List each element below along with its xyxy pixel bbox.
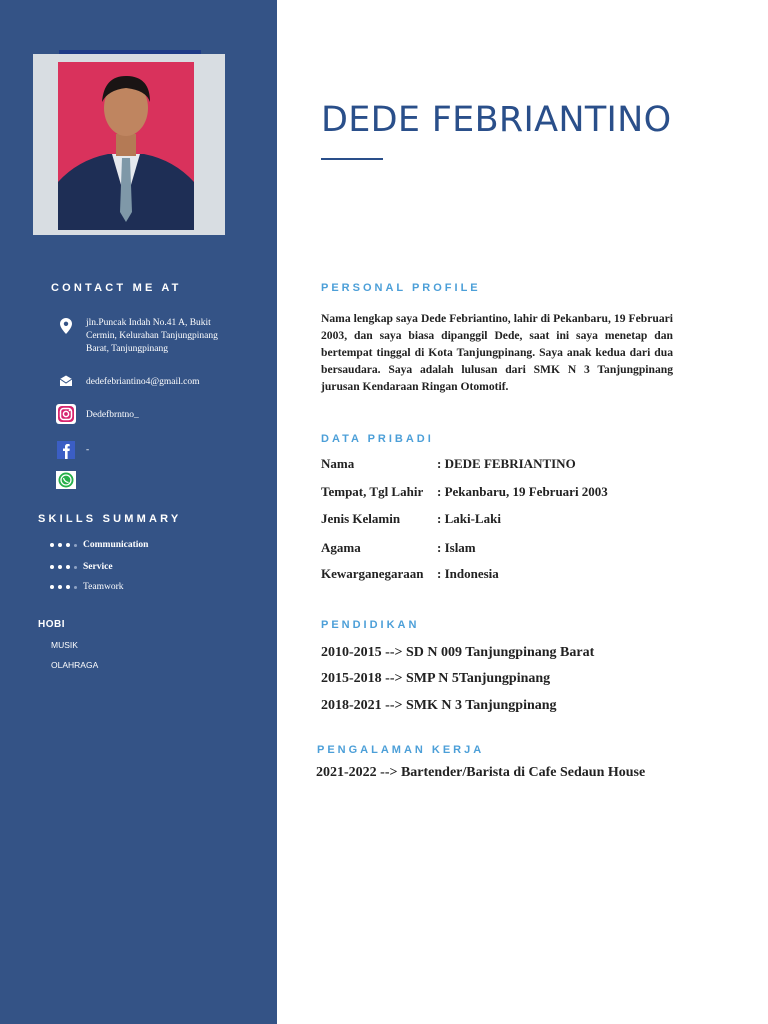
data-label: Jenis Kelamin <box>321 511 401 526</box>
location-pin-icon <box>56 316 76 336</box>
email-icon <box>56 371 76 391</box>
work-item: 2021-2022 --> Bartender/Barista di Cafe Sedaun House <box>316 765 646 780</box>
data-value: : Laki-Laki <box>437 511 501 526</box>
profile-photo <box>58 62 194 230</box>
skill-item <box>50 562 113 572</box>
sidebar <box>0 0 277 1024</box>
data-label: Tempat, Tgl Lahir <box>321 484 424 499</box>
education-item: 2015-2018 --> SMP N 5Tanjungpinang <box>321 671 551 686</box>
contact-address <box>56 316 218 354</box>
skill-item <box>50 540 148 550</box>
facebook-text[interactable]: - <box>86 445 90 455</box>
instagram-icon <box>56 404 76 424</box>
data-value: : Pekanbaru, 19 Februari 2003 <box>437 484 608 499</box>
data-pribadi-heading: DATA PRIBADI <box>321 433 434 445</box>
facebook-icon <box>56 440 76 460</box>
contact-whatsapp <box>56 470 76 490</box>
pengalaman-heading: PENGALAMAN KERJA <box>317 744 485 756</box>
contact-facebook <box>56 440 90 460</box>
data-label: Agama <box>321 540 361 555</box>
profile-photo-frame <box>33 54 225 235</box>
data-value: : DEDE FEBRIANTINO <box>437 456 576 471</box>
education-item: 2010-2015 --> SD N 009 Tanjungpinang Barat <box>321 645 595 660</box>
instagram-text[interactable]: Dedefbrntno_ <box>86 410 139 420</box>
personal-profile-heading: PERSONAL PROFILE <box>321 282 481 294</box>
page-title: DEDE FEBRIANTINO <box>321 100 672 140</box>
skill-label: Communication <box>83 540 149 550</box>
data-label: Nama <box>321 456 355 471</box>
skill-item <box>50 582 124 592</box>
education-item: 2018-2021 --> SMK N 3 Tanjungpinang <box>321 698 557 713</box>
hobi-heading: HOBI <box>38 619 65 630</box>
skill-rating <box>50 543 77 547</box>
address-text: jln.Puncak Indah No.41 A, Bukit Cermin, Kelurahan Tanjungpinang Barat, Tanjungpinang <box>86 318 218 354</box>
data-value: : Islam <box>437 540 476 555</box>
skill-rating <box>50 585 77 589</box>
contact-heading: CONTACT ME AT <box>51 282 182 294</box>
skill-rating <box>50 565 77 569</box>
title-underline <box>321 158 383 160</box>
hobi-item: MUSIK <box>51 640 78 650</box>
whatsapp-icon <box>56 470 76 490</box>
hobi-item: OLAHRAGA <box>51 660 99 670</box>
personal-profile-text: Nama lengkap saya Dede Febriantino, lahir di Pekanbaru, 19 Februari 2003, dan saya biasa dipanggil Dede, saat ini saya menetap dan bertempat tinggal di Kota Tanjungpinang. Saya anak kedua dari dua bersaudara. Saya adalah lulusan dari SMK N 3 Tanjungpinang jurusan Kendaraan Ringan Otomotif. <box>321 312 673 393</box>
email-text[interactable]: dedefebriantino4@gmail.com <box>86 377 200 387</box>
skills-heading: SKILLS SUMMARY <box>38 513 182 525</box>
contact-instagram <box>56 404 139 424</box>
data-value: : Indonesia <box>437 566 499 581</box>
data-label: Kewarganegaraan <box>321 566 424 581</box>
skill-label: Service <box>83 562 113 572</box>
contact-email <box>56 371 200 391</box>
pendidikan-heading: PENDIDIKAN <box>321 619 420 631</box>
main-content <box>277 0 768 1024</box>
skill-label: Teamwork <box>83 582 124 592</box>
